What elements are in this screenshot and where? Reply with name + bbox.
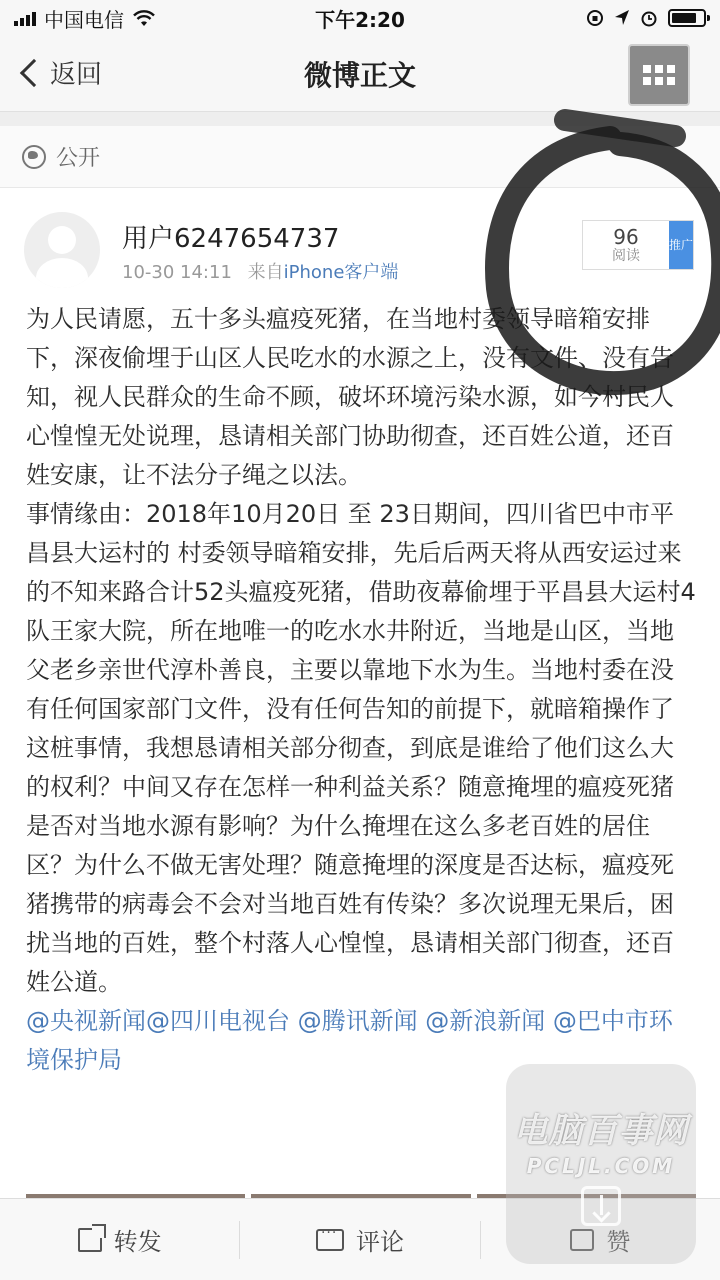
status-right xyxy=(446,9,706,27)
watermark-en: PCLJL.COM xyxy=(526,1153,676,1178)
like-label: 赞 xyxy=(606,1228,631,1256)
repost-label: 转发 xyxy=(113,1228,162,1256)
like-icon xyxy=(570,1229,594,1251)
rotation-lock-icon xyxy=(586,9,604,27)
post-meta xyxy=(122,258,398,284)
globe-icon xyxy=(22,145,46,169)
comment-label: 评论 xyxy=(355,1228,404,1256)
post-content xyxy=(26,300,696,1080)
username[interactable]: 用户6247654737 xyxy=(122,224,340,254)
like-button[interactable] xyxy=(481,1199,720,1280)
post-timestamp: 10-30 14:11 xyxy=(122,262,232,283)
battery-fill xyxy=(672,13,696,23)
avatar[interactable] xyxy=(24,212,100,288)
bottom-toolbar xyxy=(0,1198,720,1280)
chevron-left-icon xyxy=(20,58,48,86)
comment-icon xyxy=(316,1229,344,1251)
read-count xyxy=(583,221,669,269)
read-number: 96 xyxy=(613,225,639,249)
post-paragraph: 为人民请愿，五十多头瘟疫死猪，在当地村委领导暗箱安排下，深夜偷埋于山区人民吃水的水源之上，没有文件、没有告知，视人民群众的生命不顾，破坏环境污染水源，如今村民人心惶惶无处说理，恳请相关部门协助彻查，还百姓公道，还百姓安康，让不法分子绳之以法。 xyxy=(26,305,674,489)
battery-icon xyxy=(668,9,706,27)
wifi-icon xyxy=(132,9,156,27)
visibility-label: 公开 xyxy=(56,146,101,171)
back-button[interactable] xyxy=(18,54,102,91)
status-left xyxy=(14,4,274,33)
mention-links[interactable]: @央视新闻@四川电视台 @腾讯新闻 @新浪新闻 @巴中市环境保护局 xyxy=(26,1007,673,1074)
carrier-name: 中国电信 xyxy=(44,7,124,32)
back-label: 返回 xyxy=(50,60,103,90)
visibility-row xyxy=(0,126,720,188)
status-bar xyxy=(0,0,720,36)
post-paragraph: 事情缘由：2018年10月20日 至 23日期间，四川省巴中市平昌县大运村的 村委领导暗箱安排，先后后两天将从西安运过来的不知来路合计52头瘟疫死猪，借助夜幕偷埋于平昌县大运村4队王家大院，所在地唯一的吃水水井附近，当地是山区，当地父老乡亲世代淳朴善良，主要以靠地下水为生。当地村委在没有任何国家部门文件，没有任何告知的前提下，就暗箱操作了这桩事情，我想恳请相关部分彻查，到底是谁给了他们这么大的权利？中间又存在怎样一种利益关系？随意掩埋的瘟疫死猪是否对当地水源有影响？为什么掩埋在这么多老百姓的居住区？为什么不做无害处理？随意掩埋的深度是否达标，瘟疫死猪携带的病毒会不会对当地百姓有传染？多次说理无果后，困扰当地的百姓，整个村落人心惶惶，恳请相关部门彻查，还百姓公道。 xyxy=(26,500,696,996)
source-prefix: 来自 xyxy=(247,262,284,283)
comment-button[interactable] xyxy=(240,1199,479,1280)
nav-bar xyxy=(0,36,720,112)
avatar-head xyxy=(48,226,76,254)
grid-icon xyxy=(643,65,651,73)
alarm-icon xyxy=(640,9,658,27)
post-source: iPhone客户端 xyxy=(283,262,399,283)
repost-button[interactable] xyxy=(0,1199,239,1280)
repost-icon xyxy=(78,1228,102,1252)
status-time: 下午2:20 xyxy=(315,7,405,32)
location-icon xyxy=(614,9,630,27)
more-menu-button[interactable] xyxy=(628,44,690,106)
watermark-cn: 电脑百事网 xyxy=(513,1110,689,1151)
page-title: 微博正文 xyxy=(303,58,416,92)
avatar-body xyxy=(36,258,88,288)
promote-button[interactable]: 推广 xyxy=(669,221,693,269)
read-label: 阅读 xyxy=(612,248,640,264)
weibo-post xyxy=(0,188,720,1198)
read-count-box xyxy=(582,220,694,270)
card-divider xyxy=(0,112,720,126)
signal-icon xyxy=(14,10,36,26)
